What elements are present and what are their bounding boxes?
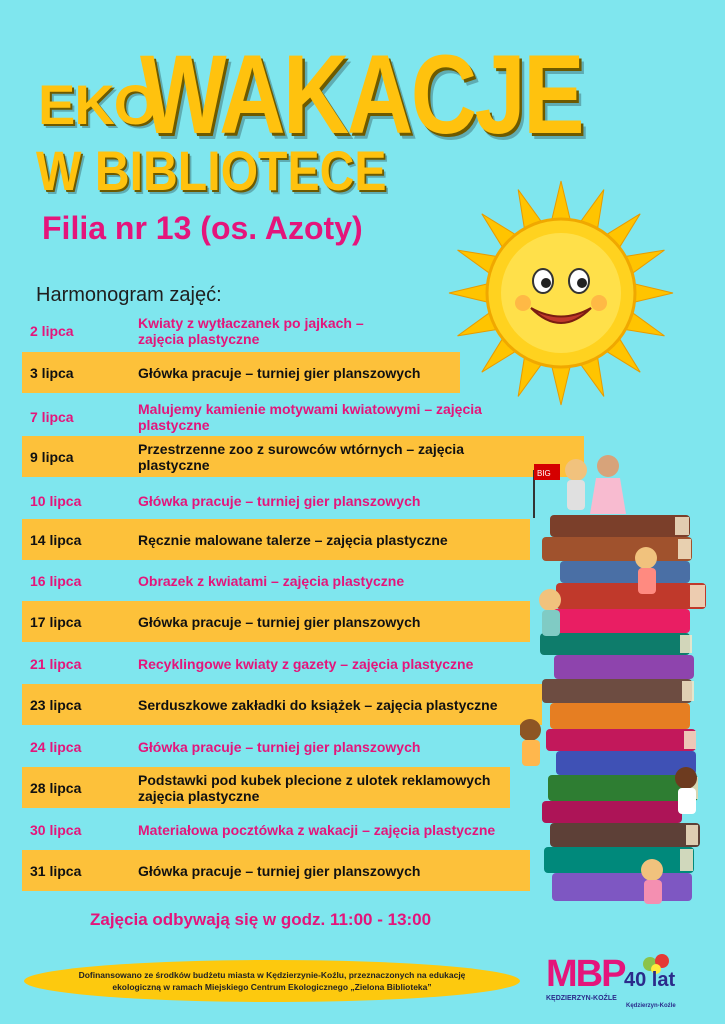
schedule-date: 10 lipca [30, 492, 82, 509]
schedule-activity: Recyklingowe kwiaty z gazety – zajęcia plastyczne [138, 655, 474, 672]
logo-years: 40 lat [624, 969, 676, 991]
flag-text: BIG [537, 469, 551, 478]
schedule-activity: Podstawki pod kubek plecione z ulotek reklamowych zajęcia plastyczne [138, 771, 491, 804]
mbp-logo [546, 953, 676, 1013]
schedule-activity: Główka pracuje – turniej gier planszowych [138, 613, 421, 630]
schedule-date: 16 lipca [30, 572, 82, 589]
schedule-activity: Serduszkowe zakładki do książek – zajęcia plastyczne [138, 696, 498, 713]
logo-city: KĘDZIERZYN-KOŹLE [546, 995, 617, 1002]
branch-title: Filia nr 13 (os. Azoty) [42, 210, 363, 246]
schedule-activity: Materiałowa pocztówka z wakacji – zajęcia plastyczne [138, 821, 496, 838]
schedule-activity: Malujemy kamienie motywami kwiatowymi – zajęcia plastyczne [138, 400, 482, 433]
schedule-row [22, 850, 530, 891]
schedule-row [22, 809, 542, 850]
sun-illustration [446, 178, 676, 408]
funding-note: Dofinansowano ze środków budżetu miasta w Kędzierzynie-Koźlu, przeznaczonych na edukację ekologiczną w ramach Miejskiego Centrum Ekologicznego „Zielona Biblioteka” [24, 960, 520, 1002]
books-stack-illustration [520, 440, 720, 910]
schedule-date: 21 lipca [30, 655, 82, 672]
schedule-date: 9 lipca [30, 448, 74, 465]
schedule-row [22, 684, 542, 725]
schedule-date: 17 lipca [30, 613, 82, 630]
title-w-bibliotece: W BIBLIOTECE [36, 139, 387, 202]
schedule-row [22, 396, 542, 437]
schedule-activity: Obrazek z kwiatami – zajęcia plastyczne [138, 572, 405, 589]
schedule-row [22, 480, 522, 521]
title-eko: EKO [38, 73, 157, 136]
schedule-date: 24 lipca [30, 738, 82, 755]
schedule-date: 2 lipca [30, 322, 74, 339]
schedule-date: 7 lipca [30, 408, 74, 425]
schedule-activity: Ręcznie malowane talerze – zajęcia plastyczne [138, 531, 448, 548]
schedule-activity: Główka pracuje – turniej gier planszowych [138, 862, 421, 879]
schedule-row [22, 601, 530, 642]
schedule-date: 3 lipca [30, 364, 74, 381]
schedule-row [22, 310, 462, 351]
schedule-row [22, 643, 542, 684]
schedule-activity: Kwiaty z wytłaczanek po jajkach – zajęcia plastyczne [138, 314, 364, 347]
schedule-activity: Główka pracuje – turniej gier planszowych [138, 364, 421, 381]
logo-city-small: Kędzierzyn-Koźle [626, 1003, 676, 1009]
hours-notice: Zajęcia odbywają się w godz. 11:00 - 13:00 [90, 910, 432, 929]
schedule-activity: Główka pracuje – turniej gier planszowych [138, 738, 421, 755]
title-wakacje: WAKACJE [140, 32, 583, 157]
schedule-date: 14 lipca [30, 531, 82, 548]
schedule-activity: Przestrzenne zoo z surowców wtórnych – zajęcia plastyczne [138, 440, 464, 473]
schedule-row [22, 560, 522, 601]
schedule-date: 30 lipca [30, 821, 82, 838]
schedule-row [22, 352, 460, 393]
schedule-heading: Harmonogram zajęć: [36, 284, 222, 306]
schedule-date: 28 lipca [30, 779, 82, 796]
schedule-row [22, 436, 584, 477]
schedule-date: 23 lipca [30, 696, 82, 713]
schedule-row [22, 726, 522, 767]
schedule-activity: Główka pracuje – turniej gier planszowych [138, 492, 421, 509]
logo-mbp-text: MBP [546, 953, 625, 995]
schedule-row [22, 519, 530, 560]
schedule-date: 31 lipca [30, 862, 82, 879]
schedule-row [22, 767, 510, 808]
